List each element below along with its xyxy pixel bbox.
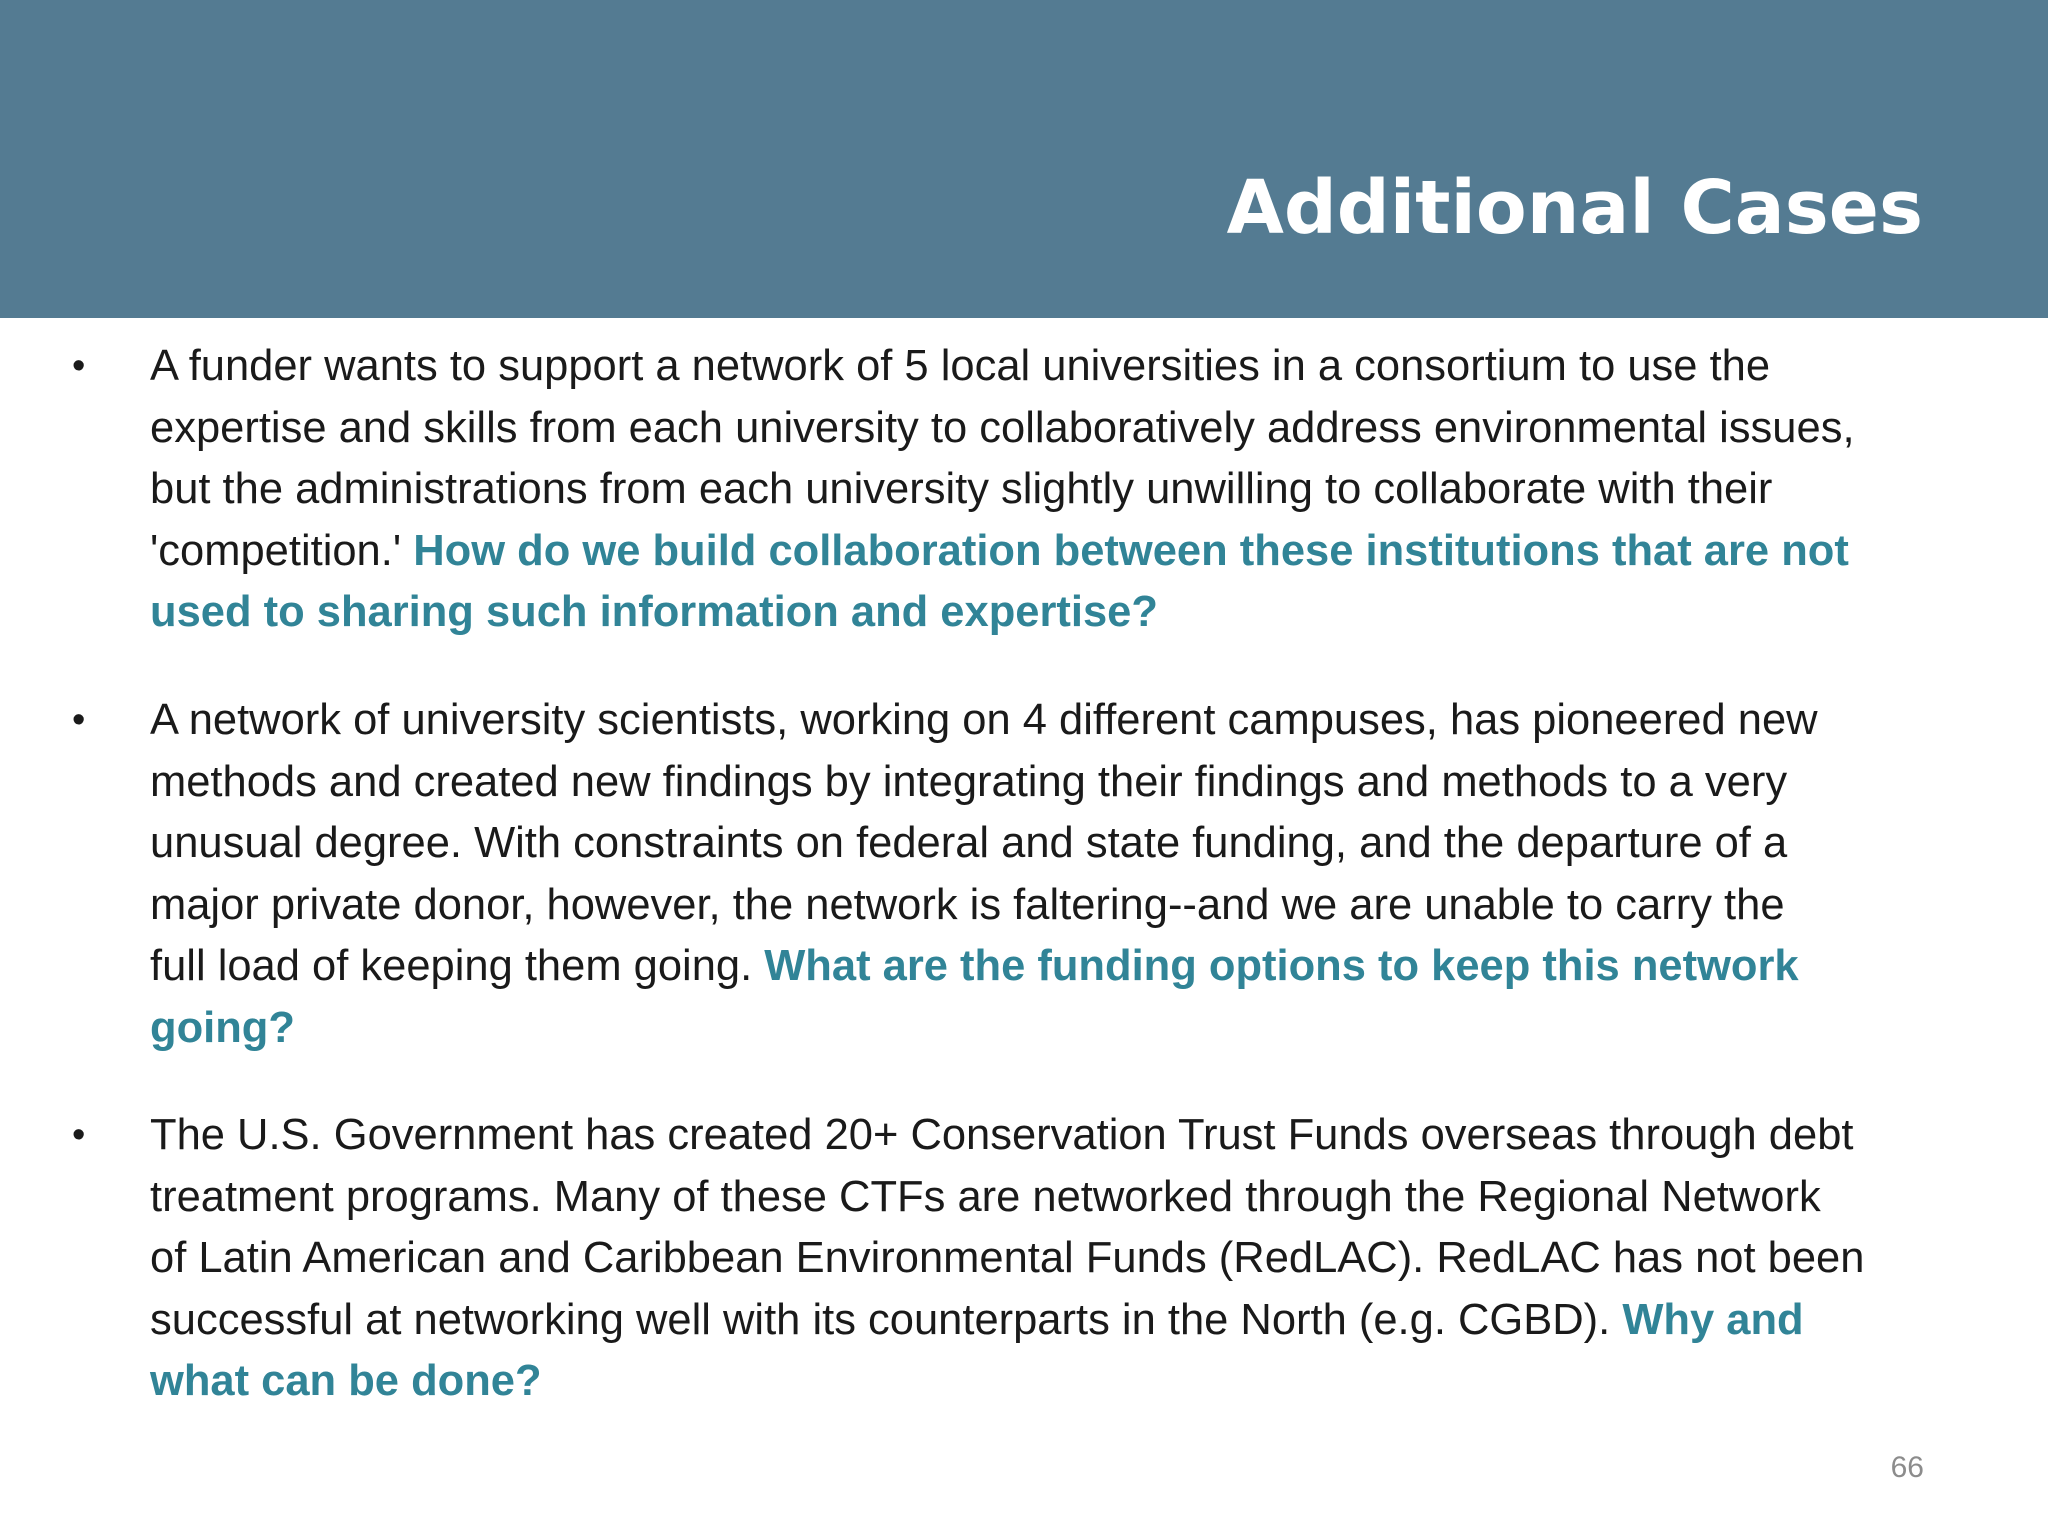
case-description: expertise and skills from each university to collaboratively address environmental issues, [150, 403, 1855, 452]
case-question: How do we build collaboration between these institutions that are not [413, 526, 1849, 575]
case-text-line [150, 1228, 2000, 1290]
case-description: full load of keeping them going. [150, 942, 765, 990]
case-question: Why and [1622, 1295, 1804, 1344]
case-description: unusual degree. With constraints on federal and state funding, and the departure of a [150, 819, 1788, 867]
case-text-line [150, 752, 2000, 814]
case-description: major private donor, however, the network is faltering--and we are unable to carry the [150, 880, 1785, 929]
case-text-line [150, 1290, 2000, 1352]
page-number: 66 [1890, 1451, 1924, 1484]
slide-title: Additional Cases [1226, 165, 1923, 251]
case-text-line [150, 875, 2000, 937]
case-text-line [150, 936, 2000, 998]
case-text [150, 1105, 2000, 1413]
case-text [150, 690, 2000, 1059]
case-text-line [150, 1105, 2000, 1167]
case-text-line [150, 690, 2000, 752]
case-description: methods and created new findings by integrating their findings and methods to a very [150, 757, 1788, 806]
bullet-marker: • [72, 699, 86, 741]
case-question: What are the funding options to keep this network [764, 942, 1799, 990]
case-text-line [150, 521, 2000, 583]
case-text-line [150, 459, 2000, 521]
case-description: treatment programs. Many of these CTFs are networked through the Regional Network [150, 1172, 1821, 1221]
case-description: of Latin American and Caribbean Environmental Funds (RedLAC). RedLAC has not been [150, 1234, 1865, 1282]
case-text-line [150, 582, 2000, 644]
case-text-line [150, 1167, 2000, 1229]
case-question: what can be done? [150, 1357, 542, 1405]
bullet-marker: • [72, 1114, 86, 1156]
case-text-line [150, 813, 2000, 875]
case-description: The U.S. Government has created 20+ Conservation Trust Funds overseas through debt [150, 1111, 1854, 1159]
case-description: A network of university scientists, working on 4 different campuses, has pioneered new [150, 696, 1818, 744]
bullet-marker: • [72, 345, 86, 387]
case-description: successful at networking well with its counterparts in the North (e.g. CGBD). [150, 1295, 1623, 1344]
case-text-line [150, 998, 2000, 1060]
case-description: A funder wants to support a network of 5 local universities in a consortium to use the [150, 342, 1771, 390]
case-text-line [150, 1351, 2000, 1413]
case-description: but the administrations from each university slightly unwilling to collaborate with their [150, 465, 1773, 513]
case-text [150, 336, 2000, 644]
case-question: going? [150, 1003, 295, 1052]
case-text-line [150, 336, 2000, 398]
case-question: used to sharing such information and expertise? [150, 588, 1158, 636]
case-description: 'competition.' [150, 526, 414, 575]
case-text-line [150, 398, 2000, 460]
